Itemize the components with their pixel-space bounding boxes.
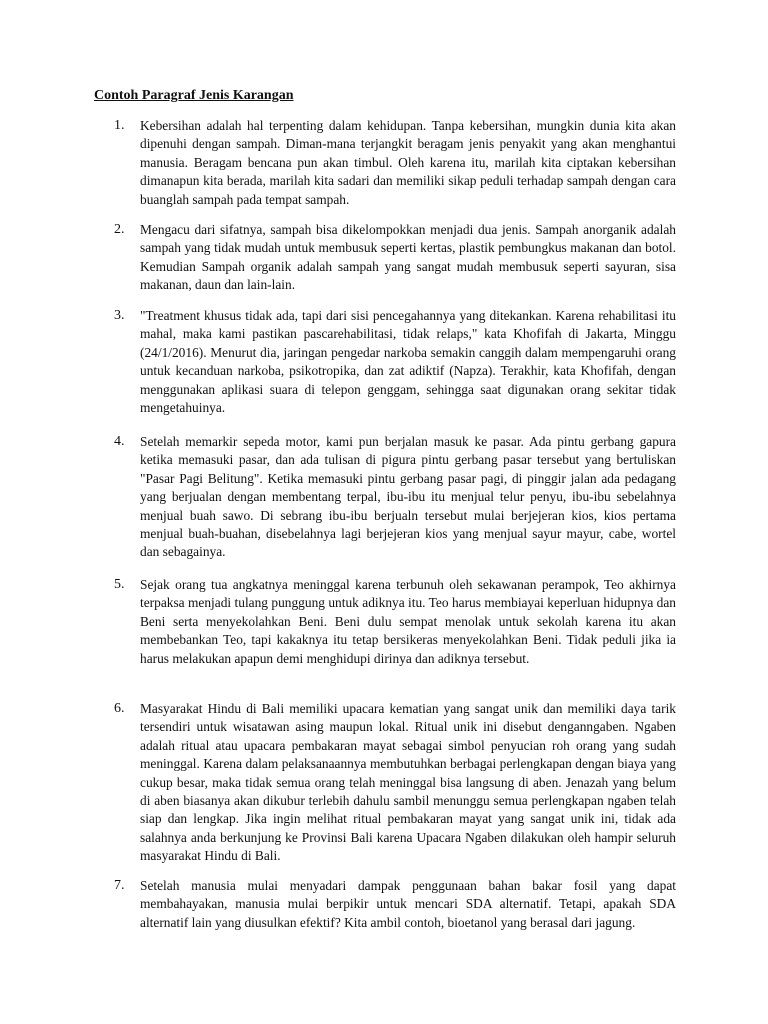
list-item-paragraph: Setelah manusia mulai menyadari dampak penggunaan bahan bakar fosil yang dapat membahayakan, manusia mulai berpikir untuk mencari SDA alternatif. Tetapi, apakah SDA alternatif lain yang diusulkan efektif? Kita ambil contoh, bioetanol yang berasal dari jagung. (140, 878, 676, 930)
list-item (114, 877, 676, 932)
list-item (114, 117, 676, 209)
list-item-number: 4. (114, 434, 125, 449)
list-item (114, 433, 676, 562)
list-item-number: 1. (114, 118, 125, 133)
document-title: Contoh Paragraf Jenis Karangan (94, 88, 294, 103)
list-item-number: 5. (114, 577, 125, 592)
list-item (114, 221, 676, 295)
list-item-number: 2. (114, 222, 125, 237)
list-item-paragraph: Mengacu dari sifatnya, sampah bisa dikelompokkan menjadi dua jenis. Sampah anorganik adalah sampah yang tidak mudah untuk membusuk seperti kertas, plastik pembungkus makanan dan botol. Kemudian Sampah organik adalah sampah yang sangat mudah membusuk seperti sayuran, sisa makanan, daun dan lain-lain. (140, 222, 676, 293)
list-item-number: 3. (114, 308, 125, 323)
list-item-paragraph: Sejak orang tua angkatnya meninggal karena terbunuh oleh sekawanan perampok, Teo akhirnya terpaksa menjadi tulang punggung untuk adiknya itu. Teo harus membiayai keperluan hidupnya dan Beni serta menyekolahkan Beni. Beni dulu sempat menolak untuk sekolah karena itu akan membebankan Teo, tapi kakaknya itu tetap bersikeras menyekolahkan Beni. Tidak peduli jika ia harus melakukan apapun demi menghidupi dirinya dan adiknya tersebut. (140, 577, 676, 666)
list-item-number: 6. (114, 701, 125, 716)
list-item-paragraph: Setelah memarkir sepeda motor, kami pun berjalan masuk ke pasar. Ada pintu gerbang gapura ketika memasuki pasar, dan ada tulisan di pigura pintu gerbang pasar tersebut yang bertuliskan "Pasar Pagi Belitung". Ketika memasuki pintu gerbang pasar pagi, di pinggir jalan ada pedagang yang berjualan dengan membentang terpal, ibu-ibu itu menjual telur penyu, ibu-ibu sebelahnya menjual buah sawo. Di sebrang ibu-ibu berjualn tersebut mulai berjejeran kios, kios pertama menjual buah-buahan, disebelahnya lagi berjejeran kios yang menjual sayur mayur, cabe, wortel dan sebagainya. (140, 434, 676, 560)
list-item (114, 307, 676, 417)
list-item-paragraph: "Treatment khusus tidak ada, tapi dari sisi pencegahannya yang ditekankan. Karena rehabilitasi itu mahal, maka kami pastikan pascarehabilitasi, tidak relaps," kata Khofifah di Jakarta, Minggu (24/1/2016). Menurut dia, jaringan pengedar narkoba semakin canggih dalam mempengaruhi orang untuk kecanduan narkoba, psikotropika, dan zat adiktif (Napza). Terakhir, kata Khofifah, dengan menggunakan aplikasi suara di telepon genggam, sehingga saat digunakan orang sekitar tidak mengetahuinya. (140, 308, 676, 416)
list-item-number: 7. (114, 878, 125, 893)
list-item-paragraph: Masyarakat Hindu di Bali memiliki upacara kematian yang sangat unik dan memiliki daya tarik tersendiri untuk wisatawan asing maupun lokal. Ritual unik ini disebut denganngaben. Ngaben adalah ritual atau upacara pembakaran mayat sebagai simbol penyucian roh orang yang sudah meninggal. Karena dalam pelaksanaannya membutuhkan berbagai perlengkapan dengan biaya yang cukup besar, maka tidak semua orang telah meninggal bisa langsung di aben. Jenazah yang belum di aben biasanya akan dikubur terlebih dahulu sambil menunggu semua perlengkapan ngaben telah siap dan lengkap. Jika ingin melihat ritual pembakaran mayat yang sangat unik ini, tidak ada salahnya anda berkunjung ke Provinsi Bali karena Upacara Ngaben dilakukan oleh hampir seluruh masyarakat Hindu di Bali. (140, 701, 676, 864)
list-item (114, 700, 676, 866)
list-item (114, 576, 676, 668)
list-item-paragraph: Kebersihan adalah hal terpenting dalam kehidupan. Tanpa kebersihan, mungkin dunia kita akan dipenuhi dengan sampah. Diman-mana terjangkit beragam jenis penyakit yang akan menghantui manusia. Beragam bencana pun akan timbul. Oleh karena itu, marilah kita ciptakan kebersihan dimanapun kita berada, marilah kita sadari dan memiliki sikap peduli terhadap sampah dengan cara buanglah sampah pada tempat sampah. (140, 118, 676, 207)
